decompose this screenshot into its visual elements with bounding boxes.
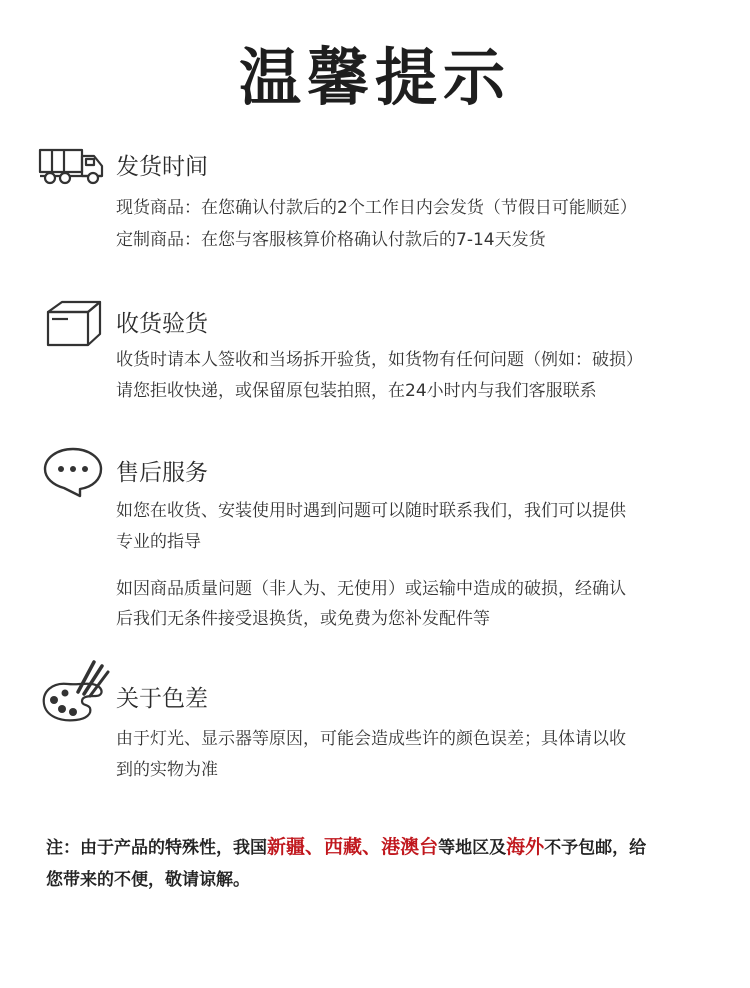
note-highlight: 海外: [506, 836, 545, 858]
section-text-line: 到的实物为准: [116, 760, 218, 780]
truck-icon: [38, 146, 106, 186]
section-text-line: 专业的指导: [116, 532, 201, 552]
section-heading-inspection: 收货验货: [116, 311, 208, 337]
section-text-line: 定制商品：在您与客服核算价格确认付款后的7-14天发货: [116, 230, 546, 250]
note-separator: 、: [305, 836, 325, 858]
section-heading-after-sales: 售后服务: [116, 460, 208, 486]
note-highlight: 新疆: [267, 836, 306, 858]
note-highlight: 西藏: [324, 836, 363, 858]
palette-icon: [40, 656, 110, 724]
section-text-line: 由于灯光、显示器等原因，可能会造成些许的颜色误差；具体请以收: [116, 729, 626, 749]
shipping-note: [46, 833, 646, 862]
section-heading-color-difference: 关于色差: [116, 686, 208, 712]
note-text: 等地区及: [438, 838, 507, 858]
section-text-line: 后我们无条件接受退换货，或免费为您补发配件等: [116, 609, 490, 629]
chat-bubble-icon: [42, 446, 104, 498]
note-text: 注：由于产品的特殊性，我国: [46, 838, 267, 858]
section-text-line: 请您拒收快递，或保留原包装拍照，在24小时内与我们客服联系: [116, 381, 597, 401]
section-text-line: 现货商品：在您确认付款后的2个工作日内会发货（节假日可能顺延）: [116, 198, 637, 218]
section-heading-shipping: 发货时间: [116, 154, 208, 180]
box-icon: [44, 298, 104, 348]
section-text-line: 如因商品质量问题（非人为、无使用）或运输中造成的破损，经确认: [116, 579, 626, 599]
section-text-line: 如您在收货、安装使用时遇到问题可以随时联系我们，我们可以提供: [116, 501, 626, 521]
note-text: 不予包邮，给: [544, 838, 647, 858]
section-text-line: 收货时请本人签收和当场拆开验货，如货物有任何问题（例如：破损）: [116, 350, 643, 370]
note-separator: 、: [362, 836, 382, 858]
note-highlight: 港澳台: [381, 836, 439, 858]
shipping-note-line2: 您带来的不便，敬请谅解。: [46, 870, 250, 890]
page-title: 温馨提示: [238, 41, 511, 114]
